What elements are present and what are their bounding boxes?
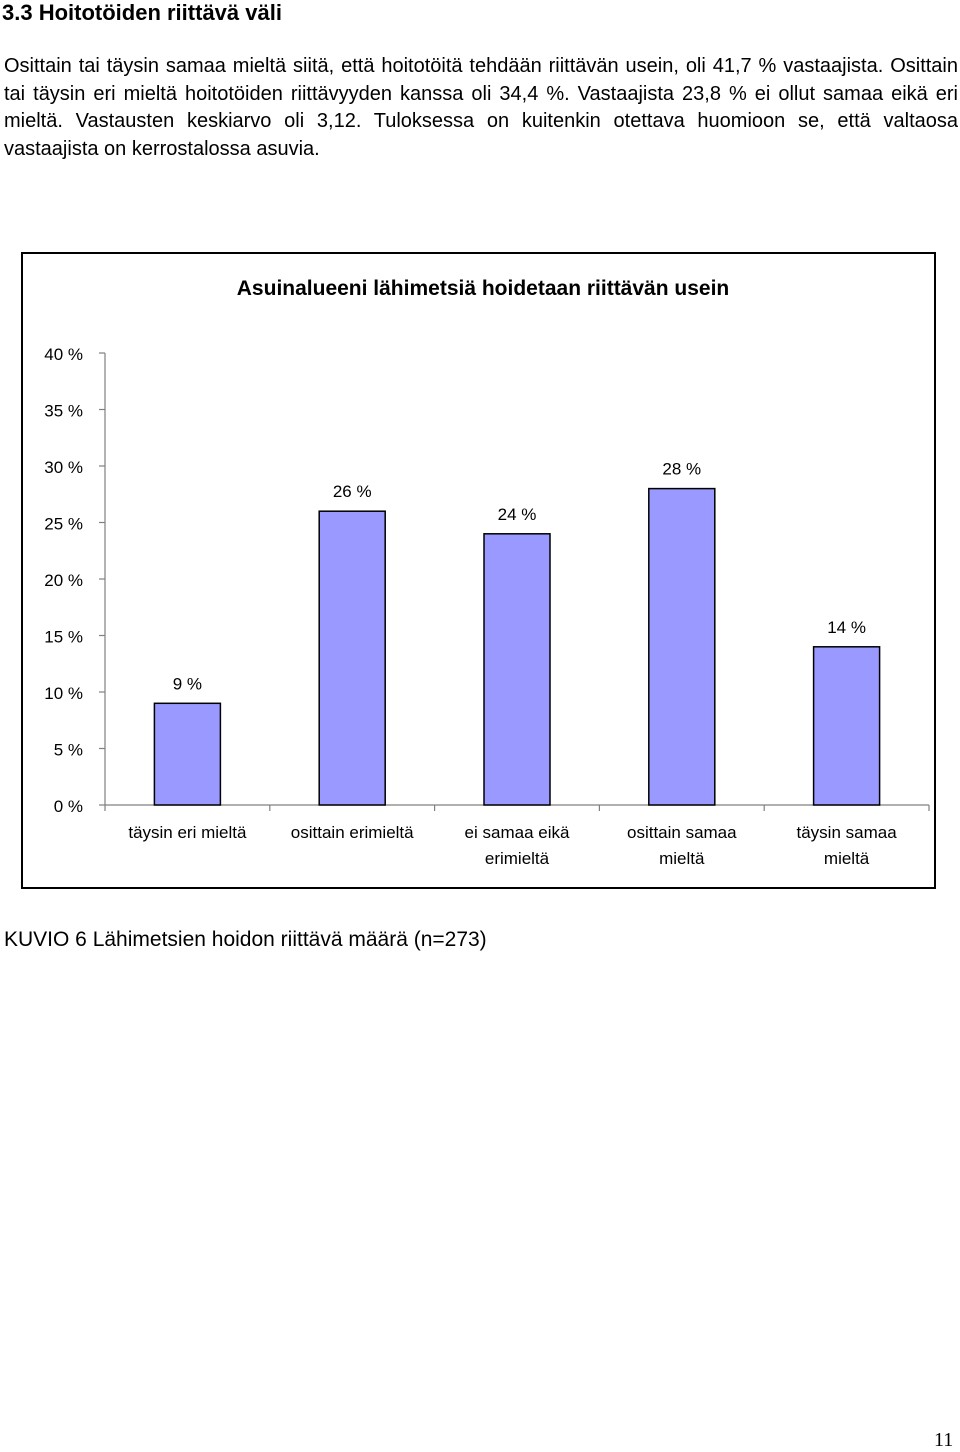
y-tick-label: 15 % — [44, 627, 83, 647]
bar — [319, 511, 385, 805]
bar — [154, 703, 220, 805]
chart-frame — [21, 252, 936, 889]
bar — [484, 534, 550, 805]
data-label: 26 % — [332, 482, 372, 502]
bar — [649, 489, 715, 805]
x-tick-label: mieltä — [823, 849, 870, 868]
y-tick-label: 30 % — [44, 458, 83, 477]
page-number: 11 — [934, 1429, 954, 1451]
section-title: 3.3 Hoitotöiden riittävä väli — [2, 0, 282, 25]
y-tick-label: 0 % — [53, 797, 83, 816]
x-tick-label: osittain samaa — [626, 823, 737, 842]
figure-caption: KUVIO 6 Lähimetsien hoidon riittävä määrä (n=273) — [4, 928, 487, 951]
data-label: 9 % — [172, 674, 203, 694]
x-tick-label: osittain erimieltä — [290, 823, 414, 842]
y-tick-label: 40 % — [44, 345, 83, 364]
bars — [154, 460, 879, 805]
x-tick-label: erimieltä — [484, 849, 550, 868]
bar-chart — [23, 254, 934, 887]
x-tick-label: mieltä — [659, 849, 705, 868]
x-ticks — [105, 805, 929, 811]
y-tick-label: 25 % — [44, 514, 83, 534]
data-label: 14 % — [827, 617, 866, 637]
body-paragraph: Osittain tai täysin samaa mieltä siitä, että hoitotöitä tehdään riittävän usein, oli 41,7 % vastaajista. Osittain tai täysin eri mieltä hoitotöiden riittävyyden kanssa oli 34,4 %. Vastaajista 23,8 % ei ollut samaa eikä eri mieltä. Vastausten keskiarvo oli 3,12. Tuloksessa on kuitenkin otettava huomioon se, että valtaosa vastaajista on kerrostalossa asuvia. — [4, 55, 958, 160]
x-tick-label: täysin samaa — [796, 823, 897, 842]
y-tick-label: 35 % — [44, 401, 83, 421]
data-label: 28 % — [662, 459, 702, 479]
y-ticks — [44, 345, 105, 816]
bar — [814, 647, 880, 805]
y-tick-label: 20 % — [44, 571, 83, 590]
y-tick-label: 10 % — [44, 684, 83, 703]
x-tick-label: täysin eri mieltä — [128, 823, 247, 842]
chart-title: Asuinalueeni lähimetsiä hoidetaan riittävän usein — [236, 277, 730, 300]
data-label: 24 % — [497, 504, 537, 524]
x-tick-label: ei samaa eikä — [464, 823, 570, 842]
x-tick-labels — [128, 823, 897, 868]
y-tick-label: 5 % — [53, 740, 83, 760]
